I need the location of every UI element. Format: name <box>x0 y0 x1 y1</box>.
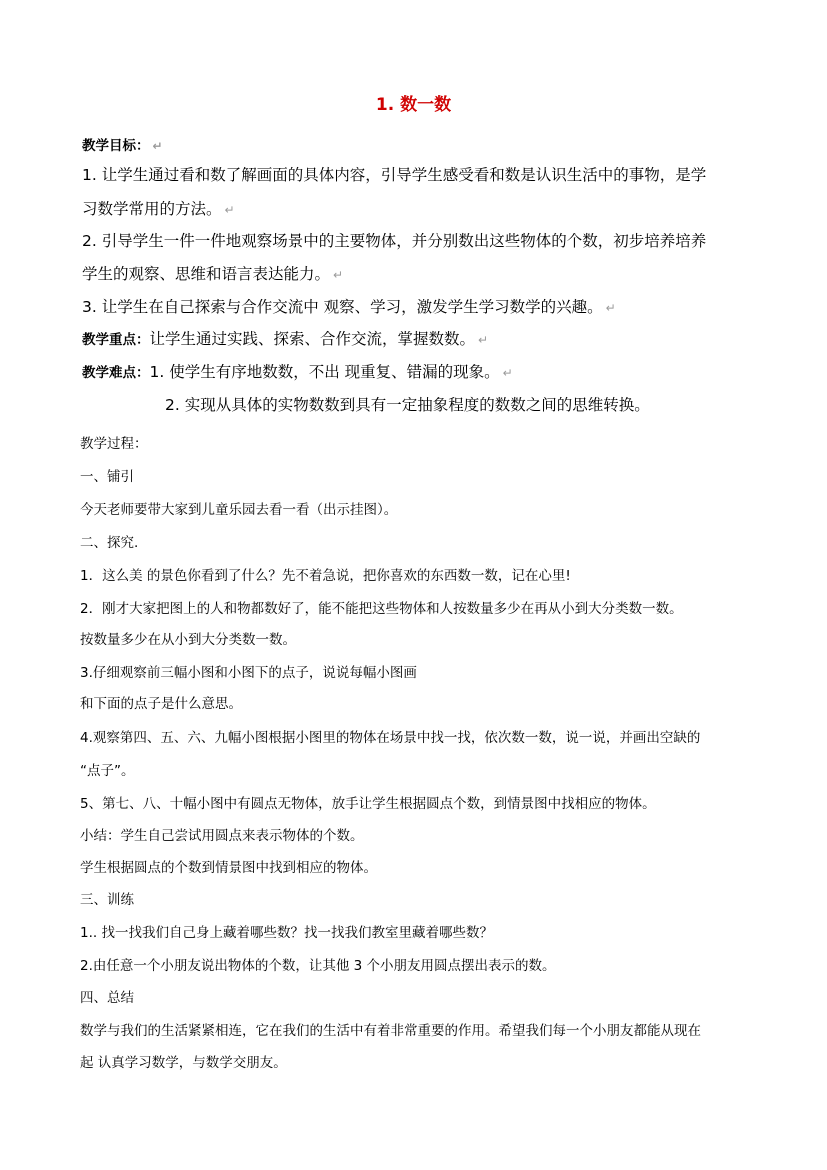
section-2-summary: 小结：学生自己尝试用圆点来表示物体的个数。 <box>80 828 364 844</box>
section-4-paragraph-line-1: 数学与我们的生活紧紧相连，它在我们的生活中有着非常重要的作用。希望我们每一个小朋友都能从现在 <box>80 1023 701 1039</box>
section-1-paragraph: 今天老师要带大家到儿童乐园去看一看（出示挂图）。 <box>80 502 398 518</box>
section-4-paragraph-line-2: 起 认真学习数学，与数学交朋友。 <box>80 1055 287 1071</box>
paragraph-mark-icon: ↵ <box>152 139 163 153</box>
paragraph-mark-icon: ↵ <box>224 203 235 217</box>
difficulty-1 <box>82 360 513 382</box>
objective-3: 3. 让学生在自己探索与合作交流中 观察、学习，激发学生学习数学的兴趣。 ↵ <box>82 298 616 316</box>
paragraph-mark-icon: ↵ <box>502 366 513 380</box>
section-3-title: 三、训练 <box>80 892 134 908</box>
paragraph-mark-icon: ↵ <box>333 268 344 282</box>
difficulty-2: 2. 实现从具体的实物数数到具有一定抽象程度的数数之间的思维转换。 <box>165 396 650 414</box>
objective-1-line-2: 习数学常用的方法。 ↵ <box>82 200 235 218</box>
paragraph-mark-icon: ↵ <box>478 333 489 347</box>
document-title: 1. 数一数 <box>375 95 452 115</box>
section-2-item-4-line-2: “点子”。 <box>80 763 135 779</box>
key-point-text: 让学生通过实践、探索、合作交流，掌握数数。 <box>149 330 476 348</box>
section-4-title: 四、总结 <box>80 990 134 1006</box>
section-2-title: 二、探究. <box>80 535 139 551</box>
section-2-item-3-line-1: 3.仔细观察前三幅小图和小图下的点子，说说每幅小图画 <box>80 665 417 681</box>
section-2-item-2-cont: 按数量多少在从小到大分类数一数。 <box>80 632 296 648</box>
process-heading: 教学过程： <box>80 436 148 452</box>
section-2-item-4-line-1: 4.观察第四、五、六、九幅小图根据小图里的物体在场景中找一找，依次数一数，说一说，并画出空缺的 <box>80 730 701 746</box>
key-point <box>82 327 488 349</box>
section-3-item-1: 1.. 找一找我们自己身上藏着哪些数？找一找我们教室里藏着哪些数？ <box>80 925 493 941</box>
section-2-item-5: 5、第七、八、十幅小图中有圆点无物体，放手让学生根据圆点个数，到情景图中找相应的物体。 <box>80 796 656 812</box>
section-2-item-2: 2．刚才大家把图上的人和物都数好了，能不能把这些物体和人按数量多少在再从小到大分类数一数。 <box>80 601 683 617</box>
paragraph-mark-icon: ↵ <box>605 301 616 315</box>
difficulty-label: 教学难点： <box>82 365 150 381</box>
objective-1-line-1: 1. 让学生通过看和数了解画面的具体内容，引导学生感受看和数是认识生活中的事物，是学 <box>82 166 707 184</box>
section-3-item-2: 2.由任意一个小朋友说出物体的个数，让其他 3 个小朋友用圆点摆出表示的数。 <box>80 958 556 974</box>
section-2-item-6: 学生根据圆点的个数到情景图中找到相应的物体。 <box>80 860 377 876</box>
key-point-label: 教学重点： <box>82 332 150 348</box>
section-2-item-1: 1．这么美 的景色你看到了什么？先不着急说，把你喜欢的东西数一数，记在心里! <box>80 568 571 584</box>
section-1-title: 一、铺引 <box>80 469 134 485</box>
section-2-item-3-line-2: 和下面的点子是什么意思。 <box>80 696 242 712</box>
difficulty-item-1: 1. 使学生有序地数数，不出 现重复、错漏的现象。 <box>149 363 500 381</box>
objective-2-line-1: 2. 引导学生一件一件地观察场景中的主要物体，并分别数出这些物体的个数，初步培养培养 <box>82 232 707 250</box>
objectives-heading: 教学目标： ↵ <box>82 138 163 154</box>
objective-2-line-2: 学生的观察、思维和语言表达能力。 ↵ <box>82 265 344 283</box>
